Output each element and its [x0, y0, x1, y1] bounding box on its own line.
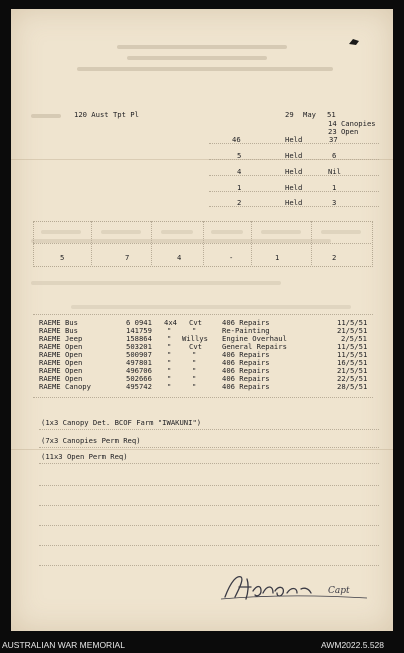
- vehicle-work: Engine Overhaul: [222, 334, 287, 343]
- vehicle-model: ": [192, 366, 197, 375]
- note-line: (7x3 Canopies Perm Req): [41, 436, 141, 445]
- vehicle-model: Willys: [182, 334, 208, 343]
- vehicle-date: 2/5/51: [341, 334, 367, 343]
- summary-label: Held: [285, 198, 303, 207]
- vehicle-work: 406 Repairs: [222, 358, 270, 367]
- summary-count: 1: [237, 183, 242, 192]
- form-line: [39, 447, 379, 449]
- summary-held: 37: [329, 135, 338, 144]
- vehicle-work: 406 Repairs: [222, 350, 270, 359]
- table-column-line: [151, 221, 153, 265]
- summary-held: 1: [332, 183, 337, 192]
- summary-count: 46: [232, 135, 241, 144]
- dotted-leader: [209, 191, 379, 193]
- vehicle-model: ": [192, 326, 197, 335]
- date-day: 29: [285, 110, 294, 119]
- list-top-rule: [33, 314, 373, 316]
- punch-hole-icon: [349, 39, 359, 45]
- vehicle-type: RAEME Canopy: [39, 382, 91, 391]
- total-cell: 2: [332, 253, 337, 262]
- vehicle-model: ": [192, 374, 197, 383]
- faded-form-label: [31, 114, 61, 118]
- faded-column-header: [261, 230, 301, 234]
- vehicle-date: 21/5/51: [337, 326, 368, 335]
- summary-label: Held: [285, 135, 303, 144]
- date-year: 51: [327, 110, 336, 119]
- faded-column-header: [101, 230, 141, 234]
- summary-held: Nil: [328, 167, 341, 176]
- vehicle-model: ": [192, 358, 197, 367]
- vehicle-work: 406 Repairs: [222, 318, 270, 327]
- summary-held: 3: [332, 198, 337, 207]
- total-cell: 5: [60, 253, 65, 262]
- form-line: [39, 429, 379, 431]
- summary-label: Held: [285, 183, 303, 192]
- vehicle-date: 28/5/51: [337, 382, 368, 391]
- summary-label: Held: [285, 151, 303, 160]
- vehicle-date: 11/5/51: [337, 350, 368, 359]
- dotted-leader: [209, 159, 379, 161]
- footer-institution: AUSTRALIAN WAR MEMORIAL: [2, 640, 125, 650]
- vehicle-make: ": [167, 382, 172, 391]
- table-column-line: [251, 221, 253, 265]
- vehicle-make: ": [167, 326, 172, 335]
- note-line: (11x3 Open Perm Req): [41, 452, 128, 461]
- form-line: [39, 505, 379, 507]
- vehicle-make: 4x4: [164, 318, 177, 327]
- vehicle-work: 406 Repairs: [222, 374, 270, 383]
- form-line: [39, 463, 379, 465]
- table-column-line: [203, 221, 205, 265]
- dotted-leader: [209, 175, 379, 177]
- vehicle-number: 158864: [126, 334, 152, 343]
- total-cell: 4: [177, 253, 182, 262]
- faded-form-heading: [117, 45, 287, 49]
- signature-rank: Capt: [328, 586, 350, 596]
- archive-footer: [0, 637, 404, 653]
- vehicle-number: 503201: [126, 342, 152, 351]
- vehicle-date: 16/5/51: [337, 358, 368, 367]
- faded-form-heading: [77, 67, 333, 71]
- vehicle-work: 406 Repairs: [222, 366, 270, 375]
- canopies-note: 14 Canopies: [328, 119, 376, 128]
- vehicle-number: 496706: [126, 366, 152, 375]
- list-bottom-rule: [33, 397, 373, 399]
- summary-count: 4: [237, 167, 242, 176]
- vehicle-number: 141759: [126, 326, 152, 335]
- table-divider: [33, 243, 371, 245]
- vehicle-work: 406 Repairs: [222, 382, 270, 391]
- table-column-line: [311, 221, 313, 265]
- vehicle-number: 497801: [126, 358, 152, 367]
- fold-line: [11, 449, 393, 450]
- document-sheet: [11, 9, 393, 631]
- total-cell: 7: [125, 253, 130, 262]
- vehicle-make: ": [167, 366, 172, 375]
- note-line: (1x3 Canopy Det. BCOF Farm "IWAKUNI"): [41, 418, 202, 427]
- faded-form-heading: [127, 56, 267, 60]
- handwritten-signature: [217, 571, 377, 603]
- summary-count: 5: [237, 151, 242, 160]
- table-column-line: [91, 221, 93, 265]
- unit-name: 120 Aust Tpt Pl: [74, 110, 139, 119]
- vehicle-date: 22/5/51: [337, 374, 368, 383]
- vehicle-number: 500907: [126, 350, 152, 359]
- faded-column-header: [211, 230, 243, 234]
- faded-form-label: [71, 305, 351, 309]
- vehicle-model: Cvt: [189, 342, 202, 351]
- date-month: May: [303, 110, 316, 119]
- open-note: 23 Open: [328, 127, 359, 136]
- vehicle-model: ": [192, 382, 197, 391]
- vehicle-number: 495742: [126, 382, 152, 391]
- vehicle-number: 502666: [126, 374, 152, 383]
- dotted-leader: [209, 206, 379, 208]
- footer-reference: AWM2022.5.528: [321, 640, 384, 650]
- vehicle-make: ": [167, 358, 172, 367]
- vehicle-date: 11/5/51: [337, 318, 368, 327]
- vehicle-make: ": [167, 342, 172, 351]
- vehicle-make: ": [167, 350, 172, 359]
- vehicle-make: ": [167, 334, 172, 343]
- faded-form-label: [31, 281, 281, 285]
- total-cell: 1: [275, 253, 280, 262]
- vehicle-make: ": [167, 374, 172, 383]
- faded-column-header: [161, 230, 193, 234]
- vehicle-type: RAEME Jeep: [39, 334, 83, 343]
- vehicle-work: General Repairs: [222, 342, 287, 351]
- vehicle-type: RAEME Bus: [39, 318, 78, 327]
- dotted-leader: [209, 143, 379, 145]
- vehicle-date: 11/5/51: [337, 342, 368, 351]
- vehicle-type: RAEME Open: [39, 374, 83, 383]
- vehicle-type: RAEME Open: [39, 358, 83, 367]
- vehicle-type: RAEME Open: [39, 350, 83, 359]
- form-line: [39, 525, 379, 527]
- vehicle-number: 6 0941: [126, 318, 152, 327]
- summary-held: 6: [332, 151, 337, 160]
- form-line: [39, 545, 379, 547]
- summary-label: Held: [285, 167, 303, 176]
- total-cell: -: [229, 253, 234, 262]
- vehicle-date: 21/5/51: [337, 366, 368, 375]
- vehicle-model: Cvt: [189, 318, 202, 327]
- vehicle-work: Re-Painting: [222, 326, 270, 335]
- form-line: [39, 565, 379, 567]
- vehicle-type: RAEME Bus: [39, 326, 78, 335]
- vehicle-type: RAEME Open: [39, 342, 83, 351]
- form-line: [39, 485, 379, 487]
- summary-count: 2: [237, 198, 242, 207]
- faded-column-header: [321, 230, 361, 234]
- faded-column-header: [41, 230, 81, 234]
- vehicle-model: ": [192, 350, 197, 359]
- vehicle-type: RAEME Open: [39, 366, 83, 375]
